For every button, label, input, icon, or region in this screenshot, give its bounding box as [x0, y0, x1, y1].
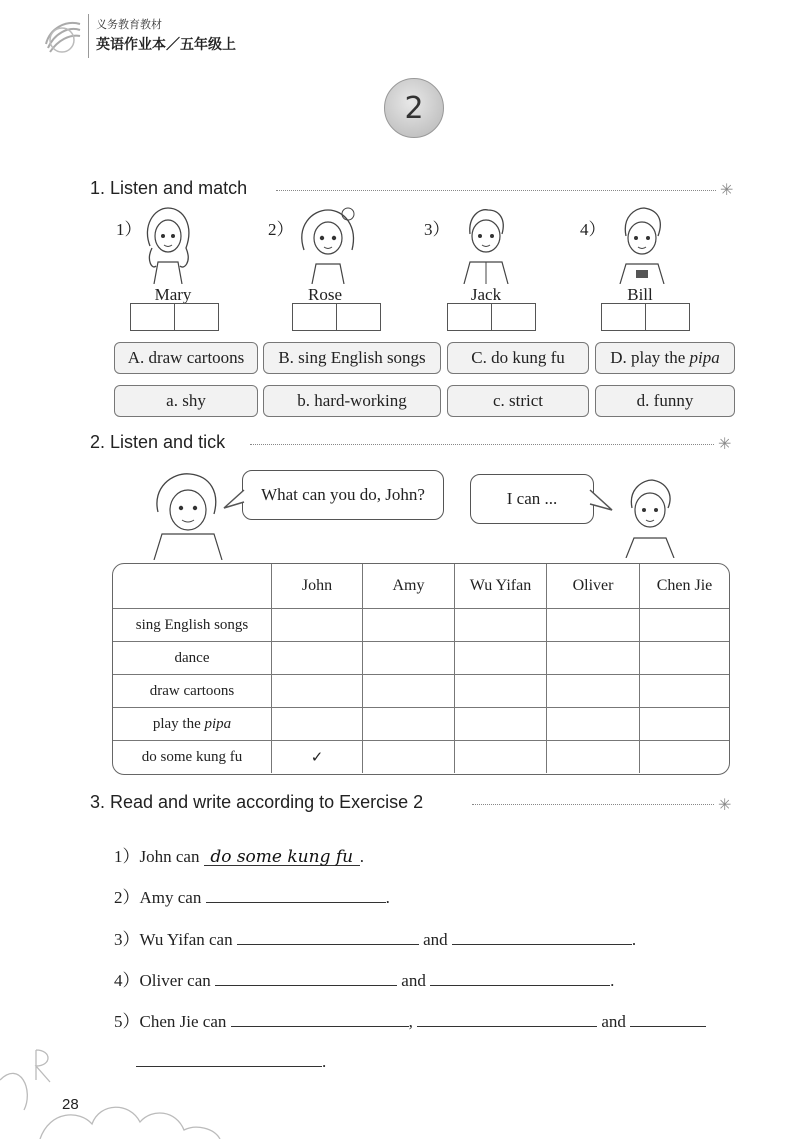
page-number: 28: [62, 1096, 79, 1113]
section1-title: 1. Listen and match: [90, 178, 248, 198]
teacher-illustration: [148, 472, 228, 560]
option-letter: D.: [610, 348, 627, 367]
section1-divider: [276, 190, 716, 191]
item-and: and: [423, 930, 448, 949]
rose-girl-illustration: [296, 206, 360, 284]
item-period: .: [359, 847, 364, 866]
item-subject: John can: [139, 847, 200, 866]
write-line-2: [114, 883, 390, 908]
tick-cell[interactable]: [272, 675, 363, 708]
tick-cell[interactable]: [455, 675, 547, 708]
mary-girl-illustration: [140, 206, 196, 284]
tick-cell[interactable]: ✓: [272, 741, 363, 774]
item-number: 4）: [114, 971, 140, 990]
bubble-tail-right: [588, 488, 614, 514]
tick-cell[interactable]: [640, 708, 730, 741]
column-header: Chen Jie: [640, 564, 730, 609]
bubble-tail-left: [222, 488, 246, 512]
tick-cell[interactable]: [363, 741, 455, 774]
section2-divider: [250, 444, 714, 445]
character-name: Jack: [470, 285, 502, 304]
option-letter: A.: [127, 348, 145, 367]
character-name: Mary: [154, 285, 192, 304]
item-period: .: [631, 930, 637, 949]
answer-blank[interactable]: [206, 884, 386, 903]
character-name: Rose: [308, 285, 342, 304]
section3-title: 3. Read and write according to Exercise 2: [90, 792, 424, 812]
tick-table: [113, 564, 729, 773]
option-letter: B.: [278, 348, 294, 367]
row-label: [113, 708, 272, 741]
option-text: play the: [631, 348, 686, 367]
column-header: Amy: [363, 564, 455, 609]
write-line-3: [114, 925, 636, 950]
answer-box[interactable]: [492, 303, 536, 331]
option-text: hard-working: [314, 391, 407, 410]
column-header: Wu Yifan: [455, 564, 547, 609]
answer-blank[interactable]: [430, 967, 610, 986]
tick-cell[interactable]: [547, 708, 640, 741]
column-header: Oliver: [547, 564, 640, 609]
answer-blank[interactable]: [215, 967, 397, 986]
question-speech-bubble: [242, 470, 444, 520]
header-divider: [88, 14, 89, 58]
activity-option-b[interactable]: [263, 342, 441, 374]
tick-cell[interactable]: [363, 642, 455, 675]
row-label-text: play the: [152, 715, 205, 732]
trait-option-c[interactable]: [447, 385, 589, 417]
option-text: draw cartoons: [148, 348, 245, 367]
table-corner: [113, 564, 272, 609]
option-text: do kung fu: [491, 348, 565, 367]
tick-cell[interactable]: [640, 741, 730, 774]
option-text: strict: [509, 391, 544, 410]
option-text: funny: [653, 391, 694, 410]
tick-table-frame: [112, 563, 730, 775]
table-row: [113, 642, 729, 675]
trait-option-d[interactable]: [595, 385, 735, 417]
item-number: 2）: [114, 888, 140, 907]
character-number: 1）: [116, 220, 142, 239]
tick-cell[interactable]: [640, 609, 730, 642]
cloud-decoration-icon: [0, 1040, 240, 1139]
item-period: .: [322, 1052, 327, 1071]
question-text: What can you do, John?: [261, 485, 425, 504]
item-and: and: [401, 971, 426, 990]
jack-boy-illustration: [456, 206, 516, 284]
table-row: [113, 741, 729, 774]
answer-box[interactable]: [646, 303, 690, 331]
table-row: [113, 609, 729, 642]
table-header-row: [113, 564, 729, 609]
row-label: [113, 675, 272, 708]
tick-cell[interactable]: [455, 609, 547, 642]
answer-boxes: [601, 303, 690, 331]
answer-boxes: [447, 303, 536, 331]
character-number: 3）: [424, 220, 450, 239]
book-title: 英语作业本／五年级上: [96, 37, 236, 53]
option-letter: C.: [471, 348, 487, 367]
answer-box[interactable]: [130, 303, 175, 331]
option-letter: d.: [636, 391, 650, 410]
tick-cell[interactable]: [640, 642, 730, 675]
write-line-4: [114, 966, 614, 991]
tick-cell[interactable]: [640, 675, 730, 708]
row-label-text: dance: [174, 649, 210, 666]
tick-cell[interactable]: [547, 741, 640, 774]
character-name: Bill: [627, 285, 653, 304]
item-number: 5）: [114, 1012, 140, 1031]
john-boy-illustration: [618, 478, 682, 558]
row-label-text: do some kung fu: [141, 748, 243, 765]
row-label-italic: pipa: [204, 715, 232, 732]
answer-blank[interactable]: [452, 926, 632, 945]
item-period: .: [610, 971, 615, 990]
snowflake-icon: ✳: [718, 436, 732, 453]
series-label: 义务教育教材: [96, 18, 162, 31]
tick-cell[interactable]: [455, 642, 547, 675]
tick-cell[interactable]: [363, 609, 455, 642]
item-subject: Oliver can: [139, 971, 211, 990]
option-letter: b.: [297, 391, 310, 410]
option-text: sing English songs: [298, 348, 426, 367]
row-label: [113, 642, 272, 675]
answer-boxes: [130, 303, 219, 331]
item-period: .: [385, 888, 390, 907]
answer-box[interactable]: [292, 303, 337, 331]
row-label: [113, 609, 272, 642]
answer-blank[interactable]: do some kung fu: [204, 847, 360, 866]
activity-option-a[interactable]: [114, 342, 258, 374]
answer-text: I can ...: [506, 489, 558, 508]
activity-option-d[interactable]: [595, 342, 735, 374]
answer-box[interactable]: [337, 303, 381, 331]
item-subject: Wu Yifan can: [139, 930, 233, 949]
bill-boy-illustration: [612, 206, 672, 284]
item-number: 1）: [114, 847, 140, 866]
tick-cell[interactable]: [547, 609, 640, 642]
answer-box[interactable]: [447, 303, 492, 331]
option-letter: a.: [166, 391, 178, 410]
option-letter: c.: [492, 391, 505, 410]
answer-blank[interactable]: [231, 1008, 409, 1027]
column-header: John: [272, 564, 363, 609]
tick-cell[interactable]: [363, 708, 455, 741]
tick-cell[interactable]: [547, 642, 640, 675]
tick-cell[interactable]: [455, 741, 547, 774]
tick-cell[interactable]: [547, 675, 640, 708]
character-number: 4）: [580, 220, 606, 239]
table-row: [113, 708, 729, 741]
tick-cell[interactable]: [272, 708, 363, 741]
row-label-text: draw cartoons: [149, 682, 235, 699]
trait-option-b[interactable]: [263, 385, 441, 417]
snowflake-icon: ✳: [720, 182, 734, 199]
answer-blank[interactable]: [630, 1008, 706, 1027]
item-subject: Amy can: [139, 888, 202, 907]
write-line-1: [114, 842, 364, 867]
answer-speech-bubble: [470, 474, 594, 524]
character-number: 2）: [268, 220, 294, 239]
trait-option-a[interactable]: [114, 385, 258, 417]
answer-blank[interactable]: [237, 926, 419, 945]
section2-title: 2. Listen and tick: [90, 432, 226, 452]
answer-boxes: [292, 303, 381, 331]
row-label: [113, 741, 272, 774]
publisher-logo-icon: [40, 14, 84, 58]
item-and: and: [601, 1012, 626, 1031]
activity-option-c[interactable]: [447, 342, 589, 374]
unit-number-badge: 2: [384, 78, 444, 138]
tick-cell[interactable]: [363, 675, 455, 708]
table-row: [113, 675, 729, 708]
tick-cell[interactable]: [455, 708, 547, 741]
item-comma: ,: [408, 1012, 413, 1031]
option-italic-word: pipa: [689, 348, 720, 367]
item-number: 3）: [114, 930, 140, 949]
answer-blank[interactable]: [417, 1008, 597, 1027]
tick-cell[interactable]: [272, 609, 363, 642]
answer-box[interactable]: [175, 303, 219, 331]
option-text: shy: [182, 391, 206, 410]
section3-divider: [472, 804, 714, 805]
item-subject: Chen Jie can: [139, 1012, 227, 1031]
tick-cell[interactable]: [272, 642, 363, 675]
row-label-text: sing English songs: [135, 616, 249, 633]
snowflake-icon: ✳: [718, 797, 732, 814]
write-line-5: [114, 1007, 706, 1032]
answer-box[interactable]: [601, 303, 646, 331]
